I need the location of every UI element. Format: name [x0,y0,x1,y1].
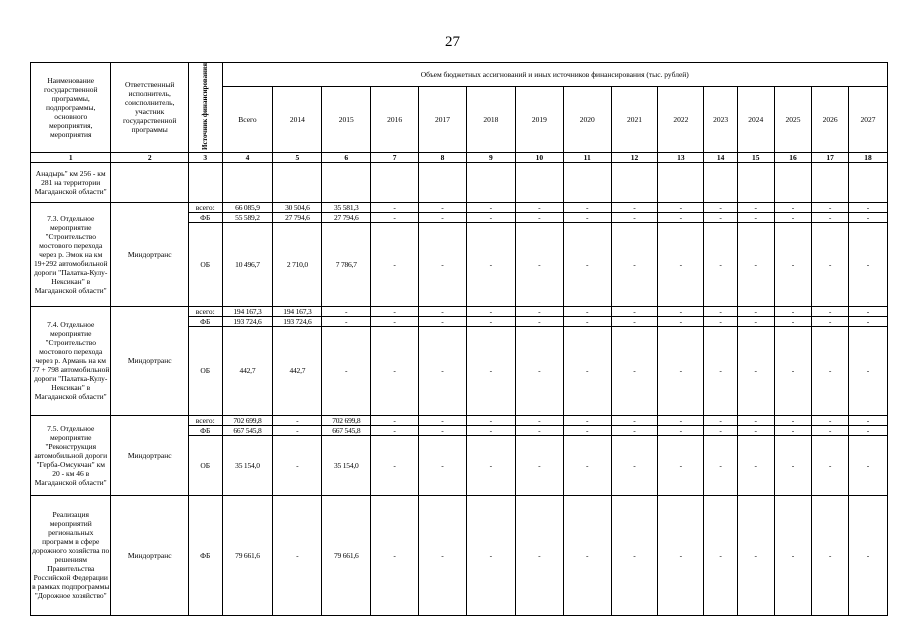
value-cell: - [371,316,419,326]
row-name: 7.5. Отдельное мероприятие "Реконструкция автомобильной дороги "Герба-Омсукчан" км 20 - км 46 в Магаданской области" [31,415,111,495]
budget-table [30,62,888,616]
value-cell: - [658,222,704,306]
value-cell: - [419,425,467,435]
value-cell: 55 589,2 [222,212,273,222]
index-cell: 1 [31,152,111,162]
empty-cell [322,162,371,202]
value-cell: - [848,316,887,326]
value-cell: - [704,435,738,495]
index-cell: 13 [658,152,704,162]
value-cell: - [774,326,812,415]
funding-source: ФБ [188,212,222,222]
empty-cell [812,162,849,202]
value-cell: - [563,435,611,495]
index-cell: 17 [812,152,849,162]
value-cell: - [515,212,563,222]
header-name: Наименование государственной программы, подпрограммы, основного мероприятия, мероприятия [31,63,111,153]
value-cell: - [812,222,849,306]
value-cell: - [704,222,738,306]
header-year: 2024 [737,87,774,153]
value-cell: - [774,212,812,222]
value-cell: - [371,415,419,425]
value-cell: - [737,316,774,326]
value-cell: - [611,435,658,495]
value-cell: - [371,202,419,212]
value-cell: - [774,425,812,435]
value-cell: 35 154,0 [222,435,273,495]
value-cell: - [812,326,849,415]
value-cell: - [371,495,419,615]
header-year: 2021 [611,87,658,153]
empty-cell [515,162,563,202]
value-cell: 2 710,0 [273,222,322,306]
empty-cell [111,162,188,202]
value-cell: - [273,425,322,435]
value-cell: - [611,425,658,435]
value-cell: 667 545,8 [222,425,273,435]
header-year: 2017 [419,87,467,153]
page-number: 27 [445,34,460,50]
index-cell: 2 [111,152,188,162]
header-year: 2026 [812,87,849,153]
funding-source: всего: [188,202,222,212]
value-cell: - [466,316,515,326]
value-cell: - [774,495,812,615]
value-cell: - [658,326,704,415]
empty-cell [371,162,419,202]
value-cell: 79 661,6 [322,495,371,615]
value-cell: - [563,326,611,415]
value-cell: - [371,326,419,415]
value-cell: - [848,495,887,615]
value-cell: - [466,326,515,415]
index-cell: 3 [188,152,222,162]
value-cell: - [515,425,563,435]
value-cell: - [515,202,563,212]
value-cell: - [466,202,515,212]
table-row [31,415,888,425]
value-cell: - [611,306,658,316]
value-cell: - [812,435,849,495]
funding-source: ФБ [188,495,222,615]
header-group-title: Объем бюджетных ассигнований и иных источников финансирования (тыс. рублей) [222,63,887,87]
value-cell: - [515,415,563,425]
value-cell: - [611,212,658,222]
value-cell: - [419,495,467,615]
value-cell: - [704,202,738,212]
value-cell: - [774,222,812,306]
table-row [31,202,888,212]
header-year: 2022 [658,87,704,153]
value-cell: - [658,316,704,326]
header-year: 2014 [273,87,322,153]
value-cell: - [466,212,515,222]
value-cell: - [419,222,467,306]
table-row [31,306,888,316]
value-cell: 27 794,6 [273,212,322,222]
header-year: 2023 [704,87,738,153]
row-executor: Миндортранс [111,495,188,615]
value-cell: 66 085,9 [222,202,273,212]
value-cell: - [611,415,658,425]
value-cell: - [737,495,774,615]
value-cell: - [611,202,658,212]
row-name: Анадырь" км 256 - км 281 на территории Магаданской области" [31,162,111,202]
value-cell: - [704,415,738,425]
value-cell: - [737,202,774,212]
value-cell: - [658,202,704,212]
value-cell: - [812,202,849,212]
index-cell: 7 [371,152,419,162]
value-cell: - [515,306,563,316]
value-cell: - [466,222,515,306]
value-cell: 702 699,8 [322,415,371,425]
value-cell: - [563,415,611,425]
value-cell: - [704,495,738,615]
value-cell: - [466,495,515,615]
value-cell: - [563,202,611,212]
index-cell: 16 [774,152,812,162]
value-cell: - [848,415,887,425]
index-cell: 12 [611,152,658,162]
value-cell: - [812,425,849,435]
value-cell: - [658,415,704,425]
value-cell: - [704,306,738,316]
value-cell: - [371,425,419,435]
value-cell: - [466,435,515,495]
value-cell: - [419,326,467,415]
value-cell: - [273,415,322,425]
value-cell: - [563,222,611,306]
index-cell: 10 [515,152,563,162]
value-cell: 27 794,6 [322,212,371,222]
value-cell: - [371,222,419,306]
value-cell: - [515,326,563,415]
funding-source: ОБ [188,435,222,495]
value-cell: - [848,202,887,212]
value-cell: - [812,306,849,316]
value-cell: - [322,326,371,415]
value-cell: - [515,435,563,495]
value-cell: - [563,425,611,435]
empty-cell [466,162,515,202]
value-cell: - [848,326,887,415]
value-cell: - [704,326,738,415]
value-cell: - [563,495,611,615]
value-cell: - [611,495,658,615]
value-cell: - [466,425,515,435]
header-year: Всего [222,87,273,153]
value-cell: - [658,212,704,222]
header-source: Источник финансирования [188,63,222,153]
value-cell: - [563,212,611,222]
header-year: 2025 [774,87,812,153]
funding-source: ФБ [188,425,222,435]
value-cell: 79 661,6 [222,495,273,615]
empty-cell [188,162,222,202]
value-cell: - [515,316,563,326]
value-cell: 194 167,3 [273,306,322,316]
value-cell: - [658,435,704,495]
table-row [31,162,888,202]
value-cell: 193 724,6 [273,316,322,326]
value-cell: - [848,425,887,435]
value-cell: 194 167,3 [222,306,273,316]
funding-source: ОБ [188,326,222,415]
value-cell: - [466,306,515,316]
funding-source: всего: [188,306,222,316]
value-cell: - [737,415,774,425]
row-executor: Миндортранс [111,415,188,495]
value-cell: - [812,316,849,326]
empty-cell [774,162,812,202]
value-cell: - [774,316,812,326]
header-executor: Ответственный исполнитель, соисполнитель, участник государственной программы [111,63,188,153]
value-cell: - [419,415,467,425]
row-executor: Миндортранс [111,306,188,415]
value-cell: - [737,435,774,495]
value-cell: - [737,425,774,435]
value-cell: - [515,495,563,615]
index-cell: 18 [848,152,887,162]
value-cell: 35 154,0 [322,435,371,495]
value-cell: - [658,425,704,435]
value-cell: - [774,415,812,425]
empty-cell [273,162,322,202]
header-year: 2015 [322,87,371,153]
value-cell: - [371,212,419,222]
value-cell: - [371,306,419,316]
value-cell: - [737,222,774,306]
value-cell: 667 545,8 [322,425,371,435]
empty-cell [611,162,658,202]
value-cell: - [322,306,371,316]
value-cell: 702 699,8 [222,415,273,425]
empty-cell [419,162,467,202]
value-cell: - [419,212,467,222]
value-cell: - [563,306,611,316]
row-name: 7.3. Отдельное мероприятие "Строительство мостового перехода через р. Эмок на км 19+292 автомобильной дороги "Палатка-Кулу-Нексикан" в Магаданской области" [31,202,111,306]
value-cell: - [848,306,887,316]
value-cell: - [611,316,658,326]
value-cell: - [812,495,849,615]
value-cell: - [704,425,738,435]
value-cell: - [774,435,812,495]
value-cell: - [419,316,467,326]
index-cell: 9 [466,152,515,162]
index-cell: 4 [222,152,273,162]
value-cell: - [322,316,371,326]
index-cell: 11 [563,152,611,162]
value-cell: - [658,495,704,615]
value-cell: - [704,316,738,326]
value-cell: - [737,326,774,415]
empty-cell [658,162,704,202]
value-cell: - [848,212,887,222]
value-cell: - [371,435,419,495]
value-cell: - [611,326,658,415]
value-cell: - [273,435,322,495]
value-cell: - [419,435,467,495]
index-cell: 14 [704,152,738,162]
row-name: Реализация мероприятий региональных программ в сфере дорожного хозяйства по решениям Правительства Российской Федерации в рамках подпрограммы "Дорожное хозяйство" [31,495,111,615]
header-year: 2018 [466,87,515,153]
value-cell: - [774,306,812,316]
empty-cell [222,162,273,202]
value-cell: - [812,415,849,425]
value-cell: - [515,222,563,306]
funding-source: ФБ [188,316,222,326]
value-cell: - [848,435,887,495]
value-cell: 442,7 [273,326,322,415]
value-cell: - [737,306,774,316]
table-row [31,495,888,615]
value-cell: - [419,306,467,316]
row-name: 7.4. Отдельное мероприятие "Строительство мостового перехода через р. Армань на км 77 + 798 автомобильной дороги "Палатка-Кулу-Нексикан" в Магаданской области" [31,306,111,415]
index-cell: 15 [737,152,774,162]
empty-cell [737,162,774,202]
value-cell: - [737,212,774,222]
header-year: 2019 [515,87,563,153]
index-cell: 8 [419,152,467,162]
value-cell: - [774,202,812,212]
header-year: 2020 [563,87,611,153]
value-cell: - [563,316,611,326]
empty-cell [704,162,738,202]
value-cell: - [812,212,849,222]
value-cell: 7 786,7 [322,222,371,306]
header-year: 2027 [848,87,887,153]
value-cell: - [466,415,515,425]
value-cell: - [848,222,887,306]
value-cell: - [419,202,467,212]
value-cell: 35 581,3 [322,202,371,212]
value-cell: 442,7 [222,326,273,415]
empty-cell [848,162,887,202]
value-cell: - [658,306,704,316]
value-cell: 30 504,6 [273,202,322,212]
value-cell: - [611,222,658,306]
funding-source: ОБ [188,222,222,306]
index-cell: 5 [273,152,322,162]
value-cell: 10 496,7 [222,222,273,306]
value-cell: - [273,495,322,615]
funding-source: всего: [188,415,222,425]
value-cell: 193 724,6 [222,316,273,326]
header-year: 2016 [371,87,419,153]
index-cell: 6 [322,152,371,162]
row-executor: Миндортранс [111,202,188,306]
empty-cell [563,162,611,202]
value-cell: - [704,212,738,222]
